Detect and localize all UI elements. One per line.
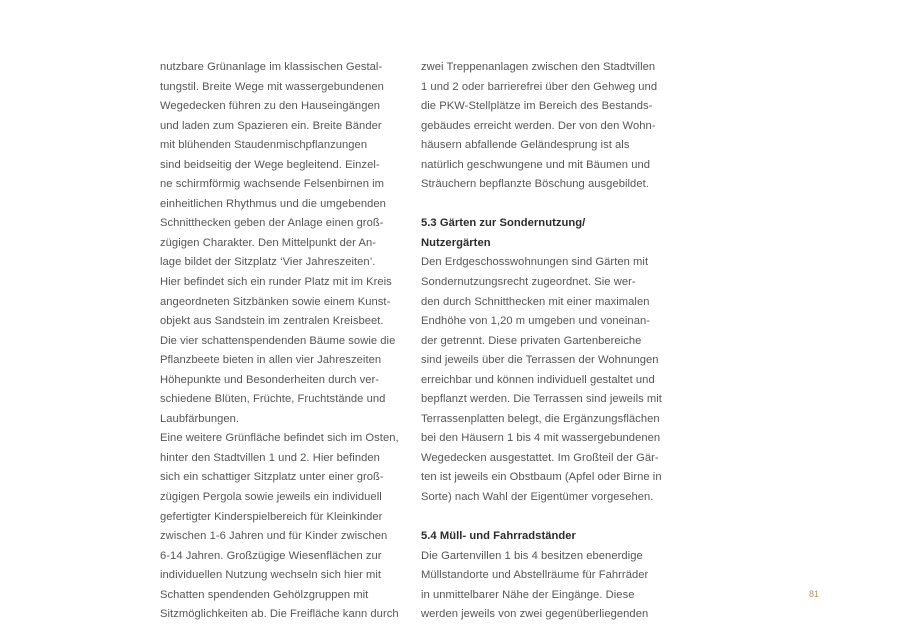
body-line: einheitlichen Rhythmus und die umgebenden: [160, 197, 386, 210]
body-line: Eine weitere Grünfläche befindet sich im Osten,: [160, 432, 399, 445]
body-line: lage bildet der Sitzplatz ‘Vier Jahreszeiten’.: [160, 256, 376, 269]
body-line: Hier befindet sich ein runder Platz mit im Kreis: [160, 276, 392, 289]
body-line: zügigen Pergola sowie jeweils ein individuell: [160, 491, 382, 504]
body-line: Sträuchern bepflanzte Böschung ausgebildet.: [421, 178, 649, 191]
body-line: individuellen Nutzung wechseln sich hier mit: [160, 569, 382, 582]
body-line: objekt aus Sandstein im zentralen Kreisbeet.: [160, 315, 384, 328]
body-line: tungstil. Breite Wege mit wassergebundenen: [160, 80, 384, 93]
right-column: [421, 58, 666, 625]
body-line: Terrassenplatten belegt, die Ergänzungsflächen: [421, 412, 660, 425]
body-line: Wegedecken ausgestattet. Im Großteil der Gär-: [421, 451, 659, 464]
body-line: hinter den Stadtvillen 1 und 2. Hier befinden: [160, 451, 380, 464]
body-line: gebäudes erreicht werden. Der von den Wohn-: [421, 119, 656, 132]
section-heading: Nutzergärten: [421, 236, 491, 249]
body-line: Die Gartenvillen 1 bis 4 besitzen ebenerdige: [421, 549, 643, 562]
body-line: sich ein schattiger Sitzplatz unter einer groß-: [160, 471, 384, 484]
body-line: erreichbar und können individuell gestaltet und: [421, 373, 655, 386]
body-line: ne schirmförmig wachsende Felsenbirnen im: [160, 178, 385, 191]
body-line: 1 und 2 oder barrierefrei über den Gehweg und: [421, 80, 658, 93]
body-line: zwischen 1-6 Jahren und für Kinder zwischen: [160, 530, 388, 543]
body-line: natürlich geschwungene und mit Bäumen und: [421, 158, 651, 171]
paragraph-gap: [421, 508, 666, 528]
left-column: [160, 58, 400, 625]
body-line: 6-14 Jahren. Großzügige Wiesenflächen zur: [160, 549, 382, 562]
body-line: der getrennt. Diese privaten Gartenbereiche: [421, 334, 642, 347]
body-line: den durch Schnitthecken mit einer maximalen: [421, 295, 650, 308]
body-line: häusern abfallende Geländesprung ist als: [421, 139, 630, 152]
page-number: 81: [809, 589, 820, 599]
body-line: Sorte) nach Wahl der Eigentümer vorgesehen.: [421, 491, 654, 504]
section-heading: 5.3 Gärten zur Sondernutzung/: [421, 217, 586, 230]
body-line: Die vier schattenspendenden Bäume sowie die: [160, 334, 396, 347]
body-line: bei den Häusern 1 bis 4 mit wassergebundenen: [421, 432, 661, 445]
body-line: Schatten spendenden Gehölzgruppen mit: [160, 588, 369, 601]
body-line: zügigen Charakter. Den Mittelpunkt der An-: [160, 236, 377, 249]
body-line: Endhöhe von 1,20 m umgeben und voneinan-: [421, 315, 651, 328]
body-line: angeordneten Sitzbänken sowie einem Kunst-: [160, 295, 391, 308]
body-line: ten ist jeweils ein Obstbaum (Apfel oder Birne in: [421, 471, 662, 484]
body-line: Sitzmöglichkeiten ab. Die Freifläche kann durch: [160, 608, 399, 621]
body-line: Sondernutzungsrecht zugeordnet. Sie wer-: [421, 276, 636, 289]
body-line: schiedene Blüten, Früchte, Fruchtstände und: [160, 393, 386, 406]
body-line: Höhepunkte und Besonderheiten durch ver-: [160, 373, 380, 386]
body-line: gefertigter Kinderspielbereich für Kleinkinder: [160, 510, 383, 523]
section-heading: 5.4 Müll- und Fahrradständer: [421, 530, 576, 543]
body-line: nutzbare Grünanlage im klassischen Gestal-: [160, 61, 383, 73]
body-line: Wegedecken führen zu den Hauseingängen: [160, 100, 381, 113]
body-line: Laubfärbungen.: [160, 412, 240, 425]
body-line: Schnitthecken geben der Anlage einen groß-: [160, 217, 384, 230]
body-line: werden jeweils von zwei gegenüberliegenden: [421, 608, 649, 621]
body-line: sind beidseitig der Wege begleitend. Einzel-: [160, 158, 380, 171]
body-line: sind jeweils über die Terrassen der Wohnungen: [421, 354, 659, 367]
body-line: Müllstandorte und Abstellräume für Fahrräder: [421, 569, 649, 582]
paragraph-gap: [421, 195, 666, 215]
body-line: bepflanzt werden. Die Terrassen sind jeweils mit: [421, 393, 662, 406]
body-line: in unmittelbarer Nähe der Eingänge. Diese: [421, 588, 635, 601]
section-5-3: [421, 214, 666, 507]
body-line: zwei Treppenanlagen zwischen den Stadtvillen: [421, 61, 656, 73]
body-line: mit blühenden Staudenmischpflanzungen: [160, 139, 368, 152]
section-5-4: [421, 527, 666, 625]
body-line: und laden zum Spazieren ein. Breite Bänder: [160, 119, 382, 132]
body-line: Den Erdgeschosswohnungen sind Gärten mit: [421, 256, 649, 269]
body-line: die PKW-Stellplätze im Bereich des Bestands-: [421, 100, 653, 113]
body-line: Pflanzbeete bieten in allen vier Jahreszeiten: [160, 354, 382, 367]
intro-paragraph: [421, 58, 666, 195]
